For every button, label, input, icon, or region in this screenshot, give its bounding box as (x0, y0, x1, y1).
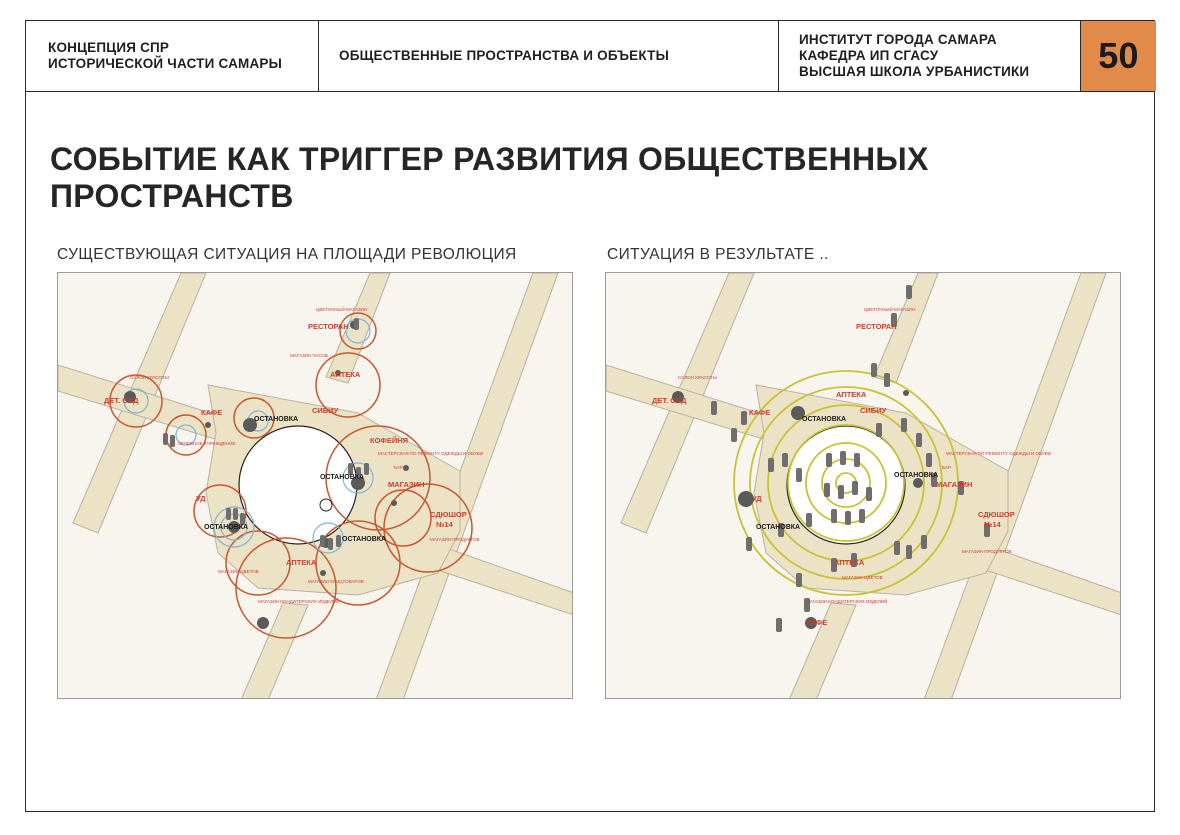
header-section-cell (319, 21, 779, 91)
right-label-magazin-konditer: МАГАЗИН КОНДИТЕРСКИХ ИЗДЕЛИЙ (806, 599, 888, 604)
left-label-kafe: КАФЕ (201, 408, 223, 417)
right-label-magazin: МАГАЗИН (936, 480, 973, 489)
left-map (57, 272, 573, 699)
left-label-magazin-tsvetov: МАГАЗИН ЦВЕТОВ (218, 569, 259, 574)
left-label-magazin-kantstov: МАГАЗИН КАНЦТОВАРОВ (308, 579, 364, 584)
right-label-magazin-produktov: МАГАЗИН ПРОДУКТОВ (962, 549, 1012, 554)
left-label-sdyushor: СДЮШОР (430, 510, 467, 519)
left-label-salon-krasoty: САЛОН КРАСОТЫ (130, 375, 169, 380)
header-concept-line2: ИСТОРИЧЕСКОЙ ЧАСТИ САМАРЫ (48, 56, 283, 71)
header-concept-line1: КОНЦЕПЦИЯ СПР (48, 40, 170, 55)
right-label-ud: УД (752, 494, 762, 503)
right-label-ostanovka1: ОСТАНОВКА (802, 416, 847, 423)
header-org-cell (779, 21, 1081, 91)
left-center-person-marker (320, 499, 332, 511)
left-label-magazin-chasov: МАГАЗИН ЧАСОВ (290, 353, 328, 358)
page-number-badge (1081, 21, 1156, 91)
right-label-det-sad: ДЕТ. САД (652, 396, 687, 405)
page-number: 50 (1098, 35, 1139, 76)
left-label-apteka2: АПТЕКА (286, 558, 317, 567)
right-label-bar: БАР (942, 465, 951, 470)
left-label-tsvetochny: ЦВЕТОЧНЫЙ МАГАЗИН (316, 307, 368, 312)
right-map-svg (606, 273, 1121, 699)
header-org-line3: ВЫСШАЯ ШКОЛА УРБАНИСТИКИ (799, 64, 1030, 79)
right-label-salon-krasoty: САЛОН КРАСОТЫ (678, 375, 717, 380)
left-map-caption: СУЩЕСТВУЮЩАЯ СИТУАЦИЯ НА ПЛОЩАДИ РЕВОЛЮЦИЯ (57, 246, 517, 263)
left-label-ud: УД (196, 494, 206, 503)
right-label-sdyushor: СДЮШОР (978, 510, 1015, 519)
left-map-svg (58, 273, 573, 699)
left-label-sibiu: СИБИУ (312, 406, 339, 415)
left-label-kofeinya: КОФЕЙНЯ (370, 436, 409, 445)
left-label-no14: №14 (436, 520, 453, 529)
right-label-restoran: РЕСТОРАН (856, 322, 897, 331)
right-label-apteka2: АПТЕКА (834, 558, 865, 567)
right-label-sibiu: СИБИУ (860, 406, 887, 415)
right-map (605, 272, 1121, 699)
right-label-tsvetochny: ЦВЕТОЧНЫЙ МАГАЗИН (864, 307, 916, 312)
right-label-masterskaya: МАСТЕРСКАЯ ПО РЕМОНТУ ОДЕЖДЫ И ОБУВИ (946, 451, 1051, 456)
header-section-title: ОБЩЕСТВЕННЫЕ ПРОСТРАНСТВА И ОБЪЕКТЫ (339, 48, 670, 63)
right-label-kafe2: КАФЕ (806, 618, 828, 627)
left-label-ostanovka3: ОСТАНОВКА (204, 524, 249, 531)
right-map-caption: СИТУАЦИЯ В РЕЗУЛЬТАТЕ .. (607, 246, 829, 263)
left-label-magazin-konditer: МАГАЗИН КОНДИТЕРСКИХ ИЗДЕЛИЙ (258, 599, 340, 604)
left-label-ostanovka1: ОСТАНОВКА (254, 416, 299, 423)
right-label-apteka1: АПТЕКА (836, 390, 867, 399)
left-label-restoran: РЕСТОРАН (308, 322, 349, 331)
right-label-magazin-tsvetov: МАГАЗИН ЦВЕТОВ (842, 575, 883, 580)
page-title-line2: ПРОСТРАНСТВ (50, 178, 294, 214)
left-label-ostanovka2: ОСТАНОВКА (320, 474, 365, 481)
header-bar (26, 21, 1154, 92)
left-label-pechebnoe: ЛЕЧЕБНОЕ УЧРЕЖДЕНИЕ (178, 441, 236, 446)
left-label-det-sad: ДЕТ. САД (104, 396, 139, 405)
right-label-ostanovka2: ОСТАНОВКА (894, 472, 939, 479)
left-label-bar: БАР (394, 465, 403, 470)
left-label-apteka1: АПТЕКА (330, 370, 361, 379)
left-label-magazin: МАГАЗИН (388, 480, 425, 489)
left-label-ostanovka4: ОСТАНОВКА (342, 536, 387, 543)
header-org-line2: КАФЕДРА ИП СГАСУ (799, 48, 939, 63)
right-label-no14: №14 (984, 520, 1001, 529)
header-org-line1: ИНСТИТУТ ГОРОДА САМАРА (799, 32, 997, 47)
header-concept-cell (26, 21, 319, 91)
slide-page (25, 20, 1155, 812)
right-label-kafe: КАФЕ (749, 408, 771, 417)
page-title-line1: СОБЫТИЕ КАК ТРИГГЕР РАЗВИТИЯ ОБЩЕСТВЕННЫХ (50, 141, 929, 177)
page-title (50, 141, 929, 215)
left-label-masterskaya: МАСТЕРСКАЯ ПО РЕМОНТУ ОДЕЖДЫ И ОБУВИ (378, 451, 483, 456)
right-label-ostanovka3: ОСТАНОВКА (756, 524, 801, 531)
left-label-magazin-produktov: МАГАЗИН ПРОДУКТОВ (430, 537, 480, 542)
